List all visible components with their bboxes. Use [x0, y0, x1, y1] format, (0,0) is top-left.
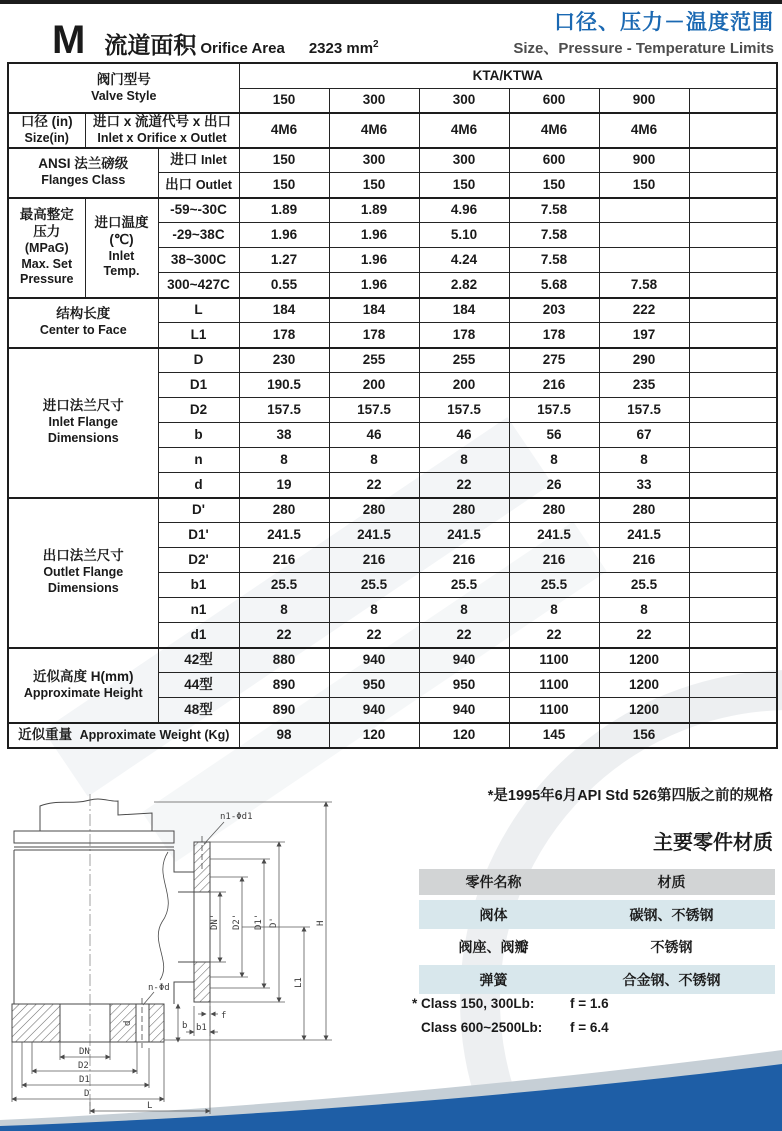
value-cell: 8 [599, 598, 689, 623]
value-cell [689, 498, 777, 523]
value-cell [689, 323, 777, 348]
inlet-temp-label-line: Inlet [108, 248, 135, 263]
top-rule [0, 0, 782, 4]
dim-label-h: H [316, 920, 326, 926]
dim-label: n [158, 448, 239, 473]
temp-range-label: 38~300C [158, 248, 239, 273]
value-cell: 1100 [509, 648, 599, 673]
value-cell: 145 [509, 723, 599, 748]
value-cell [689, 198, 777, 223]
table-row [8, 723, 777, 748]
value-cell: 19 [239, 473, 329, 498]
pressure-label-line: Max. Set [21, 256, 73, 271]
size-value-cell: 4M6 [419, 113, 509, 148]
page-title-en: Size、Pressure - Temperature Limits [513, 40, 774, 57]
dimension-lines [12, 802, 332, 1114]
value-cell: 98 [239, 723, 329, 748]
value-cell: 241.5 [419, 523, 509, 548]
value-cell: 5.68 [509, 273, 599, 298]
table-row [8, 648, 777, 673]
dim-label-dn-out: DN' [210, 913, 220, 930]
class-cell: 150 [239, 88, 329, 113]
value-cell: 241.5 [329, 523, 419, 548]
outlet-flange-cn: 出口法兰尺寸 [42, 548, 124, 564]
inlet-temp-label-line: (℃) [109, 231, 134, 247]
dim-label-d-big: D [84, 1089, 90, 1099]
table-row [8, 63, 777, 88]
outlet-label-cn: 出口 [165, 176, 193, 192]
api-std-footnote: *是1995年6月API Std 526第四版之前的规格 [487, 788, 773, 804]
orifice-area-exponent: 2 [373, 39, 379, 50]
value-cell: 22 [239, 623, 329, 648]
value-cell: 25.5 [239, 573, 329, 598]
value-cell: 1100 [509, 698, 599, 723]
orifice-code-cn: 进口 x 流道代号 x 出口 [92, 114, 232, 129]
orifice-area-number: 2323 mm [308, 40, 374, 57]
bonnet-outline [40, 799, 152, 831]
dim-label: D' [158, 498, 239, 523]
inlet-flange-cn: 进口法兰尺寸 [42, 398, 124, 414]
dim-label: D1' [158, 523, 239, 548]
value-cell: 8 [239, 598, 329, 623]
value-cell: 8 [599, 448, 689, 473]
value-cell: 216 [599, 548, 689, 573]
table-row [8, 298, 777, 323]
note-line-1 [412, 996, 609, 1011]
value-cell: 950 [329, 673, 419, 698]
value-cell: 25.5 [509, 573, 599, 598]
value-cell: 22 [419, 473, 509, 498]
value-cell: 241.5 [239, 523, 329, 548]
value-cell: 222 [599, 298, 689, 323]
value-cell: 216 [419, 548, 509, 573]
value-cell: 156 [599, 723, 689, 748]
value-cell [689, 598, 777, 623]
orifice-area-value [309, 39, 379, 57]
orifice-area-label-cn: 流道面积 [104, 32, 197, 58]
value-cell: 290 [599, 348, 689, 373]
value-cell: 150 [329, 173, 419, 198]
temp-range-label: -59~-30C [158, 198, 239, 223]
size-value-cell: 4M6 [239, 113, 329, 148]
materials-col-material: 材质 [568, 869, 775, 895]
value-cell: 1.96 [329, 223, 419, 248]
value-cell: 280 [239, 498, 329, 523]
value-cell: 8 [509, 448, 599, 473]
value-cell: 184 [239, 298, 329, 323]
value-cell: 120 [329, 723, 419, 748]
value-cell: 280 [599, 498, 689, 523]
body-right-lower [174, 982, 194, 1004]
page-header-left [52, 18, 379, 63]
approx-weight-label [8, 723, 239, 748]
dim-label: D1 [158, 373, 239, 398]
value-cell: 940 [329, 648, 419, 673]
value-cell: 7.58 [509, 198, 599, 223]
dim-label-d1: D1 [79, 1075, 90, 1085]
temp-range-label: -29~38C [158, 223, 239, 248]
part-name: 阀座、阀瓣 [458, 939, 529, 955]
dim-label-d1-out: D1' [254, 913, 264, 930]
materials-title: 主要零件材质 [653, 832, 773, 854]
valve-outline [12, 794, 210, 1114]
value-cell [689, 523, 777, 548]
value-cell: 7.58 [509, 223, 599, 248]
value-cell: 1200 [599, 698, 689, 723]
inlet-flange-en2: Dimensions [47, 430, 119, 445]
value-cell: 26 [509, 473, 599, 498]
value-cell: 197 [599, 323, 689, 348]
body-right-upper [174, 850, 194, 872]
value-cell: 880 [239, 648, 329, 673]
value-cell: 255 [419, 348, 509, 373]
note2-value: f = 6.4 [570, 1020, 609, 1035]
value-cell: 230 [239, 348, 329, 373]
inlet-flange-en1: Inlet Flange [48, 415, 118, 430]
value-cell: 8 [329, 448, 419, 473]
inlet-flange-dims-label [8, 348, 158, 498]
weight-label-en: Approximate Weight (Kg) [79, 728, 230, 743]
orifice-code-en: Inlet x Orifice x Outlet [97, 130, 227, 145]
value-cell: 46 [419, 423, 509, 448]
value-cell: 1.96 [329, 273, 419, 298]
table-row [8, 148, 777, 173]
class-factor-notes [412, 996, 609, 1044]
temp-range-label: 300~427C [158, 273, 239, 298]
value-cell: 900 [599, 148, 689, 173]
inlet-flange-hatch-left [12, 1004, 60, 1042]
table-row [8, 198, 777, 223]
class-cell: 300 [329, 88, 419, 113]
outlet-class-label [158, 173, 239, 198]
value-cell: 25.5 [329, 573, 419, 598]
value-cell [689, 348, 777, 373]
weight-label-cn: 近似重量 [18, 727, 73, 743]
spec-table [7, 62, 778, 749]
outlet-label-en: Outlet [195, 177, 232, 192]
value-cell [689, 273, 777, 298]
value-cell: 56 [509, 423, 599, 448]
value-cell: 4.96 [419, 198, 509, 223]
materials-header-row [419, 869, 775, 895]
value-cell: 940 [329, 698, 419, 723]
value-cell [689, 723, 777, 748]
value-cell: 275 [509, 348, 599, 373]
dim-label: d [158, 473, 239, 498]
value-cell [689, 248, 777, 273]
value-cell: 184 [419, 298, 509, 323]
page-header-right [513, 6, 774, 58]
ansi-label-cn: ANSI 法兰磅级 [38, 156, 129, 172]
dim-label-dn: DN [79, 1047, 90, 1057]
value-cell: 4.24 [419, 248, 509, 273]
value-cell: 1200 [599, 673, 689, 698]
inlet-bolt-hole [136, 1004, 149, 1042]
outlet-flange-en2: Dimensions [47, 580, 119, 595]
note1-value: f = 1.6 [570, 996, 609, 1011]
c2f-label-cn: 结构长度 [56, 306, 111, 322]
value-cell: 1.96 [329, 248, 419, 273]
value-cell: 8 [419, 448, 509, 473]
value-cell: 216 [239, 548, 329, 573]
value-cell: 150 [239, 148, 329, 173]
value-cell: 280 [419, 498, 509, 523]
value-cell [689, 423, 777, 448]
ansi-label-en: Flanges Class [41, 173, 126, 188]
value-cell: 22 [509, 623, 599, 648]
value-cell: 120 [419, 723, 509, 748]
inlet-temp-label-line: 进口温度 [94, 215, 149, 230]
value-cell [689, 473, 777, 498]
value-cell: 8 [419, 598, 509, 623]
dim-label-n1-d1: n1-Φd1 [220, 812, 253, 822]
value-cell: 22 [419, 623, 509, 648]
value-cell [689, 448, 777, 473]
value-cell [689, 648, 777, 673]
valve-style-cn: 阀门型号 [96, 71, 151, 87]
value-cell: 178 [419, 323, 509, 348]
center-to-face-label [8, 298, 158, 348]
bonnet-flange [14, 831, 174, 843]
value-cell: 940 [419, 648, 509, 673]
value-cell [689, 373, 777, 398]
value-cell: 241.5 [599, 523, 689, 548]
pressure-label-line: (MPaG) [24, 240, 69, 255]
value-cell [689, 623, 777, 648]
page-title-cn: 口径、压力－温度范围 [554, 11, 774, 34]
value-cell: 280 [329, 498, 419, 523]
dim-label-f: f [221, 1011, 227, 1021]
height-type-label: 48型 [158, 698, 239, 723]
value-cell: 200 [419, 373, 509, 398]
value-cell: 1200 [599, 648, 689, 673]
dim-label-l1: L1 [294, 977, 304, 988]
value-cell: 178 [509, 323, 599, 348]
value-cell: 280 [509, 498, 599, 523]
outlet-flange-en1: Outlet Flange [43, 565, 124, 580]
orifice-code-label [85, 113, 239, 148]
part-material: 不锈钢 [650, 939, 693, 955]
brand-cell: KTA/KTWA [239, 63, 777, 88]
class-cell: 600 [509, 88, 599, 113]
value-cell: 8 [329, 598, 419, 623]
value-cell [689, 698, 777, 723]
dim-label-d-out: D' [269, 917, 279, 928]
value-cell [689, 223, 777, 248]
value-cell: 67 [599, 423, 689, 448]
value-cell: 940 [419, 698, 509, 723]
value-cell: 150 [419, 173, 509, 198]
value-cell: 950 [419, 673, 509, 698]
inlet-temp-label-line: Temp. [103, 264, 140, 279]
part-material: 碳钢、不锈钢 [568, 900, 775, 929]
note1-label: * Class 150, 300Lb: [412, 996, 535, 1011]
valve-style-header [8, 63, 239, 113]
size-value-cell: 4M6 [509, 113, 599, 148]
value-cell: 190.5 [239, 373, 329, 398]
value-cell: 8 [509, 598, 599, 623]
value-cell: 184 [329, 298, 419, 323]
part-name: 阀体 [419, 900, 568, 929]
value-cell: 216 [509, 373, 599, 398]
value-cell: 150 [239, 173, 329, 198]
value-cell [689, 173, 777, 198]
max-set-pressure-label [8, 198, 85, 298]
value-cell: 157.5 [329, 398, 419, 423]
value-cell [689, 398, 777, 423]
value-cell: 46 [329, 423, 419, 448]
table-row [8, 498, 777, 523]
value-cell [689, 298, 777, 323]
table-row [8, 348, 777, 373]
materials-table [419, 864, 775, 999]
dim-label-l: L [147, 1101, 153, 1111]
value-cell: 157.5 [239, 398, 329, 423]
pressure-label-line: 最高整定 [19, 207, 74, 223]
value-cell: 5.10 [419, 223, 509, 248]
value-cell: 8 [239, 448, 329, 473]
inlet-label-en: Inlet [201, 153, 227, 168]
value-cell: 150 [599, 173, 689, 198]
size-value-cell [689, 113, 777, 148]
c2f-label-en: Center to Face [39, 323, 127, 338]
outlet-flange-dims-label [8, 498, 158, 648]
table-row [8, 113, 777, 148]
value-cell: 25.5 [419, 573, 509, 598]
value-cell: 22 [329, 473, 419, 498]
value-cell: 300 [419, 148, 509, 173]
value-cell [689, 673, 777, 698]
dim-label: D2' [158, 548, 239, 573]
value-cell: 300 [329, 148, 419, 173]
value-cell [689, 148, 777, 173]
value-cell: 7.58 [509, 248, 599, 273]
valve-style-en: Valve Style [91, 88, 157, 103]
inlet-label-cn: 进口 [170, 152, 198, 168]
note-line-2 [412, 1020, 609, 1035]
value-cell: 0.55 [239, 273, 329, 298]
value-cell: 150 [509, 173, 599, 198]
value-cell [689, 573, 777, 598]
dim-label: L [158, 298, 239, 323]
value-cell: 241.5 [509, 523, 599, 548]
value-cell: 235 [599, 373, 689, 398]
value-cell: 178 [239, 323, 329, 348]
value-cell: 1.89 [239, 198, 329, 223]
value-cell: 22 [599, 623, 689, 648]
value-cell: 25.5 [599, 573, 689, 598]
dim-label: b1 [158, 573, 239, 598]
class-cell [689, 88, 777, 113]
value-cell: 255 [329, 348, 419, 373]
materials-row [419, 900, 775, 929]
value-cell [689, 548, 777, 573]
value-cell: 890 [239, 673, 329, 698]
dim-label-n-d: n-Φd [148, 983, 170, 993]
approx-height-label [8, 648, 158, 723]
size-label [8, 113, 85, 148]
size-value-cell: 4M6 [599, 113, 689, 148]
value-cell: 7.58 [599, 273, 689, 298]
part-material: 合金钢、不锈钢 [568, 965, 775, 994]
dim-label: d1 [158, 623, 239, 648]
materials-col-part: 零件名称 [419, 869, 568, 895]
class-cell: 900 [599, 88, 689, 113]
dim-label-b1: b1 [196, 1023, 207, 1033]
value-cell: 157.5 [599, 398, 689, 423]
value-cell: 890 [239, 698, 329, 723]
ansi-flange-class-label [8, 148, 158, 198]
value-cell: 1.27 [239, 248, 329, 273]
value-cell: 1100 [509, 673, 599, 698]
value-cell [599, 248, 689, 273]
value-cell: 38 [239, 423, 329, 448]
value-cell: 1.89 [329, 198, 419, 223]
pressure-label-line: 压力 [33, 224, 61, 240]
valve-drawing [2, 792, 412, 1124]
height-label-en: Approximate Height [23, 685, 143, 700]
pressure-label-line: Pressure [19, 272, 74, 287]
value-cell: 600 [509, 148, 599, 173]
dim-label: D2 [158, 398, 239, 423]
value-cell [599, 198, 689, 223]
materials-row [419, 934, 775, 960]
size-label-cn: 口径 (in) [20, 114, 73, 129]
class-cell: 300 [419, 88, 509, 113]
value-cell: 216 [509, 548, 599, 573]
break-line [158, 852, 168, 980]
dim-label-b: b [182, 1021, 188, 1031]
value-cell: 178 [329, 323, 419, 348]
inlet-class-label [158, 148, 239, 173]
materials-row [419, 965, 775, 994]
model-letter: M [52, 18, 87, 62]
value-cell: 216 [329, 548, 419, 573]
value-cell: 157.5 [419, 398, 509, 423]
outlet-flange-hatch-bottom [194, 962, 210, 1002]
height-type-label: 44型 [158, 673, 239, 698]
height-type-label: 42型 [158, 648, 239, 673]
orifice-area-label-en: Orifice Area [200, 40, 285, 57]
dim-label-d2-out: D2' [232, 913, 242, 930]
value-cell: 157.5 [509, 398, 599, 423]
value-cell: 22 [329, 623, 419, 648]
value-cell: 33 [599, 473, 689, 498]
value-cell: 2.82 [419, 273, 509, 298]
note2-label: Class 600~2500Lb: [421, 1020, 543, 1035]
dim-label: D [158, 348, 239, 373]
value-cell [599, 223, 689, 248]
value-cell: 203 [509, 298, 599, 323]
size-label-en: Size(in) [24, 130, 69, 145]
dim-label: b [158, 423, 239, 448]
dim-label-d-hole: d [123, 1020, 133, 1026]
dim-label-d2: D2 [78, 1061, 89, 1071]
dim-label: L1 [158, 323, 239, 348]
dim-label: n1 [158, 598, 239, 623]
inlet-temp-label [85, 198, 158, 298]
value-cell: 1.96 [239, 223, 329, 248]
value-cell: 200 [329, 373, 419, 398]
part-name: 弹簧 [419, 965, 568, 994]
size-value-cell: 4M6 [329, 113, 419, 148]
height-label-cn: 近似高度 H(mm) [33, 668, 134, 684]
